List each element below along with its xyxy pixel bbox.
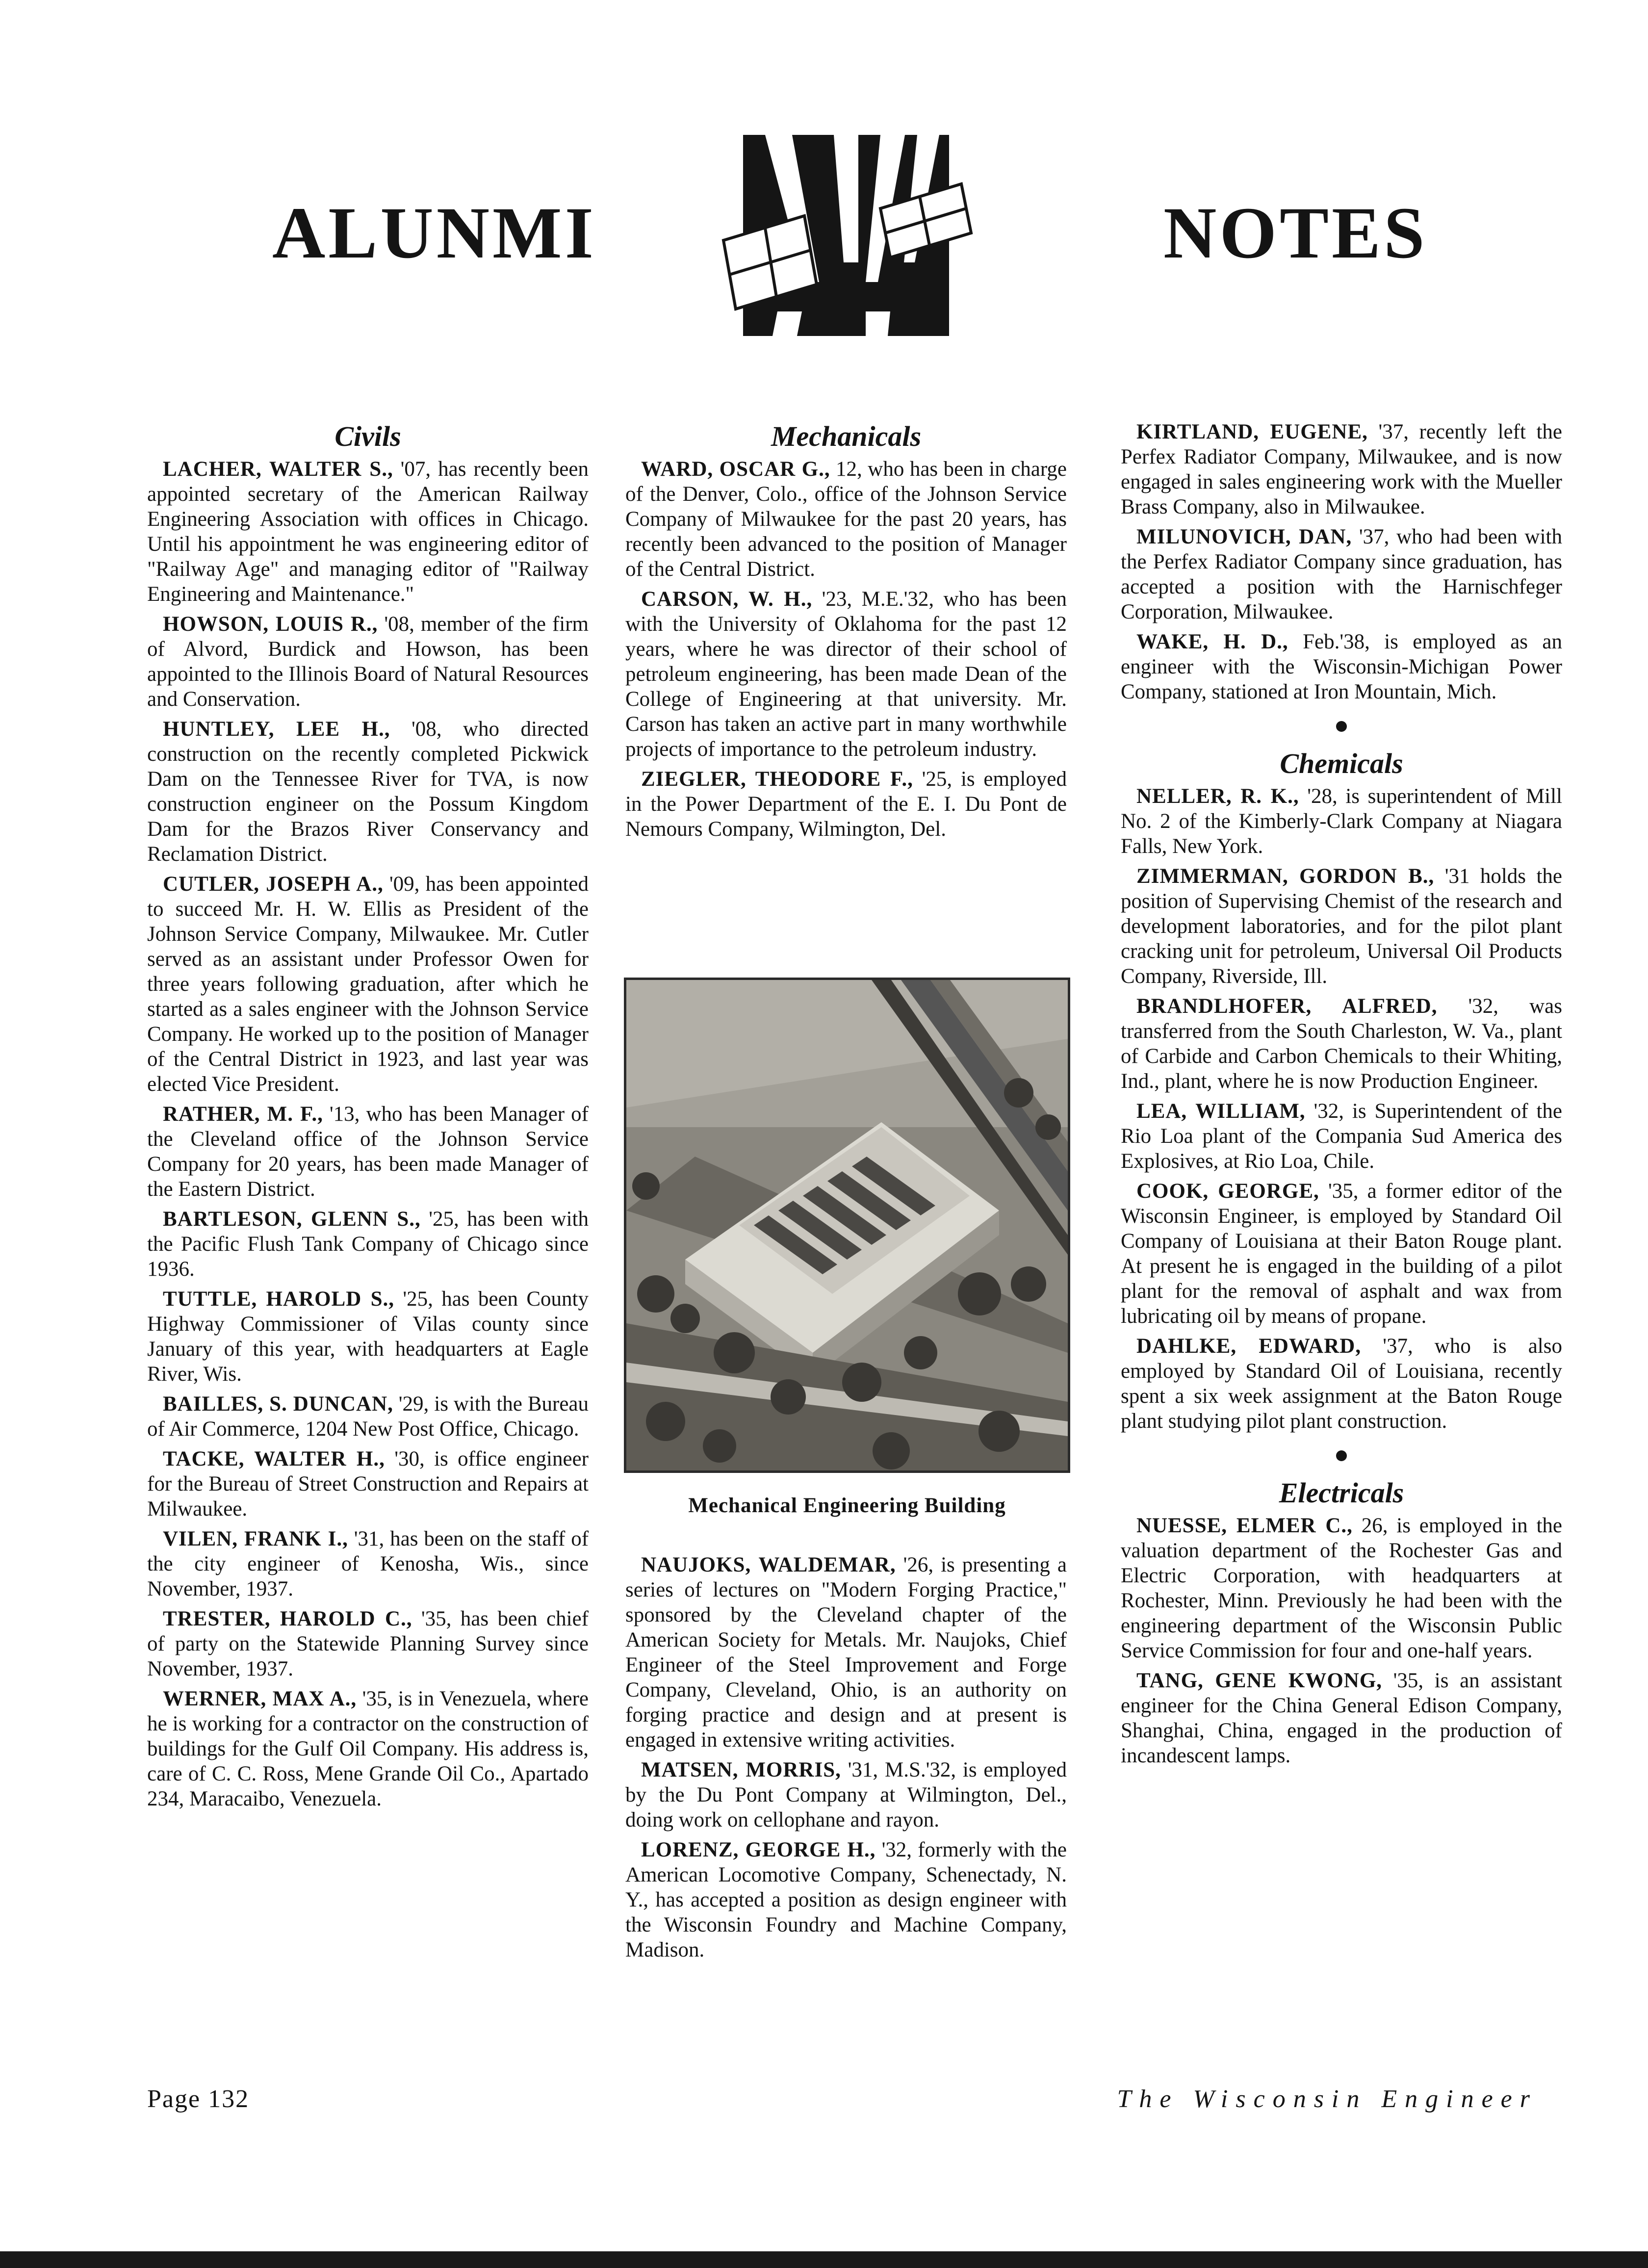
alumni-entry: [147, 1102, 589, 1202]
alumni-entry: [625, 587, 1067, 762]
entry-text: '32, formerly with the American Locomotive Company, Schenectady, N. Y., has accepted a position as design engineer with the Wisconsin Foundry and Machine Company, Madison.: [625, 1838, 1067, 1961]
entry-text: '28, is superintendent of Mill No. 2 of the Kimberly-Clark Company at Niagara Falls, New York.: [1121, 785, 1562, 858]
entry-text: '32, was transferred from the South Charleston, W. Va., plant of Carbide and Carbon Chemicals to their Whiting, Ind., plant, where he is now Production Engineer.: [1121, 995, 1562, 1093]
entry-text: '08, who directed construction on the recently completed Pickwick Dam on the Tennessee River for TVA, is now construction engineer on the Possum Kingdom Dam for the Brazos River Conservancy and Reclamation District.: [147, 718, 589, 866]
entry-text: '08, member of the firm of Alvord, Burdick and Howson, has been appointed to the Illinois Board of Natural Resources and Conservation.: [147, 613, 589, 711]
entry-name: TUTTLE, HAROLD S.,: [163, 1288, 395, 1311]
alumni-entry: [625, 1757, 1067, 1832]
alumni-entry: [147, 1526, 589, 1601]
alumni-entry: [625, 1837, 1067, 1962]
bottom-edge-bar: [0, 2251, 1648, 2268]
w-wisconsin-engineer-logo-icon: [719, 135, 974, 336]
entry-text: '31, has been on the staff of the city engineer of Kenosha, Wis., since November, 1937.: [147, 1527, 589, 1600]
entry-text: '25, is employed in the Power Department of the E. I. Du Pont de Nemours Company, Wilmington, Del.: [625, 768, 1067, 841]
alumni-entry: [147, 1446, 589, 1521]
entry-name: MATSEN, MORRIS,: [641, 1758, 841, 1781]
magazine-title: The Wisconsin Engineer: [1117, 2085, 1538, 2113]
civils-column: [147, 419, 589, 1816]
entry-name: LORENZ, GEORGE H.,: [641, 1838, 876, 1861]
entry-name: WARD, OSCAR G.,: [641, 458, 830, 481]
alumni-entry: [1121, 1334, 1562, 1434]
alumni-entry: [625, 767, 1067, 842]
section-title-electricals: Electricals: [1279, 1477, 1404, 1509]
alumni-entry: [1121, 994, 1562, 1094]
entry-text: '09, has been appointed to succeed Mr. H. W. Ellis as President of the Johnson Service Company, Milwaukee. Mr. Cutler served as an assistant under Professor Owen for three years following graduation, after which he started as a sales engineer with the Johnson Service Company. He worked up to the position of Manager of the Central District in 1923, and last year was elected Vice President.: [147, 873, 589, 1096]
section-title-mechanicals: Mechanicals: [771, 420, 922, 452]
entry-text: '37, recently left the Perfex Radiator Company, Milwaukee, and is now engaged in sales engineering work with the Mueller Brass Company, also in Milwaukee.: [1121, 420, 1562, 518]
entry-name: BARTLESON, GLENN S.,: [163, 1208, 421, 1231]
header-word-notes: NOTES: [1163, 192, 1428, 274]
alumni-entry: [147, 1207, 589, 1282]
alumni-entry: [147, 1606, 589, 1681]
entry-name: TANG, GENE KWONG,: [1136, 1669, 1383, 1692]
photo-caption: Mechanical Engineering Building: [688, 1494, 1006, 1517]
entry-text: '31, M.S.'32, is employed by the Du Pont Company at Wilmington, Del., doing work on cellophane and rayon.: [625, 1758, 1067, 1831]
alumni-entry: [1121, 1179, 1562, 1329]
alumni-entry: [147, 1392, 589, 1442]
entry-name: MILUNOVICH, DAN,: [1136, 525, 1352, 548]
alumni-entry: [1121, 784, 1562, 859]
entry-text: '37, who had been with the Perfex Radiator Company since graduation, has accepted a position with the Harnischfeger Corporation, Milwaukee.: [1121, 525, 1563, 623]
entry-text: Feb.'38, is employed as an engineer with the Wisconsin-Michigan Power Company, stationed at Iron Mountain, Mich.: [1121, 630, 1562, 703]
entry-name: CUTLER, JOSEPH A.,: [163, 873, 384, 896]
alumni-entry: [147, 1287, 589, 1387]
alumni-entry: [625, 457, 1067, 582]
entry-name: COOK, GEORGE,: [1136, 1180, 1319, 1203]
entry-name: NUESSE, ELMER C.,: [1136, 1514, 1353, 1537]
entry-text: '35, is an assistant engineer for the China General Edison Company, Shanghai, China, engaged in the production of incandescent lamps.: [1121, 1669, 1562, 1767]
entry-name: WERNER, MAX A.,: [163, 1687, 357, 1710]
entry-text: '07, has recently been appointed secretary of the American Railway Engineering Association with offices in Chicago. Until his appointment he was engineering editor of "Railway Age" and managing editor of "Railway Engineering and Maintenance.": [147, 458, 589, 606]
entry-name: DAHLKE, EDWARD,: [1136, 1335, 1362, 1358]
entry-text: '31 holds the position of Supervising Chemist of the research and development laboratories, and for the pilot plant cracking unit for petroleum, Universal Oil Products Company, Riverside, Ill.: [1121, 865, 1562, 988]
entry-text: 12, who has been in charge of the Denver, Colo., office of the Johnson Service Company of Milwaukee for the past 20 years, has recently been advanced to the position of Manager of the Central District.: [625, 458, 1067, 581]
alumni-entry: [1121, 1668, 1562, 1768]
entry-text: '25, has been County Highway Commissioner of Vilas county since January of this year, with headquarters at Eagle River, Wis.: [147, 1288, 589, 1386]
entry-text: '35, has been chief of party on the Statewide Planning Survey since November, 1937.: [147, 1607, 589, 1680]
entry-text: '26, is presenting a series of lectures on "Modern Forging Practice," sponsored by the Cleveland chapter of the American Society for Metals. Mr. Naujoks, Chief Engineer of the Steel Improvement and Forge Company, Cleveland, Ohio, is an authority on forging practice and design and at present is engaged in extensive writing activities.: [625, 1553, 1067, 1752]
aerial-building-illustration: [626, 980, 1068, 1470]
alumni-entry: [1121, 1513, 1562, 1663]
entry-name: HUNTLEY, LEE H.,: [163, 718, 390, 741]
entry-name: VILEN, FRANK I.,: [163, 1527, 348, 1550]
alumni-entry: [1121, 524, 1562, 624]
entry-name: TACKE, WALTER H.,: [163, 1447, 385, 1470]
entry-text: '23, M.E.'32, who has been with the University of Oklahoma for the past 12 years, where he was director of their school of petroleum engineering, has been made Dean of the College of Engineering at that university. Mr. Carson has taken an active part in many worthwhile projects of importance to the petroleum industry.: [625, 588, 1067, 761]
mechanicals-column-continued: [625, 1552, 1067, 1967]
section-divider-bullet: [1336, 1450, 1347, 1461]
section-divider-bullet: [1336, 721, 1347, 732]
entry-text: 26, is employed in the valuation department of the Rochester Gas and Electric Corporation, with headquarters at Rochester, Minn. Previously he had been with the engineering department of the Wisconsin Public Service Commission for four and one-half years.: [1121, 1514, 1562, 1662]
entry-name: CARSON, W. H.,: [641, 588, 813, 611]
section-title-civils: Civils: [335, 420, 401, 452]
mechanicals-column: [625, 419, 1067, 847]
alumni-entry: [147, 717, 589, 867]
entry-text: '30, is office engineer for the Bureau of Street Construction and Repairs at Milwaukee.: [147, 1447, 589, 1521]
header-word-alumni: ALUNMI: [272, 192, 596, 274]
entry-name: BRANDLHOFER, ALFRED,: [1136, 995, 1438, 1018]
entry-name: ZIMMERMAN, GORDON B.,: [1136, 865, 1435, 888]
alumni-entry: [1121, 629, 1562, 704]
alumni-entry: [1121, 419, 1562, 519]
alumni-entry: [1121, 1099, 1562, 1174]
alumni-entry: [147, 1686, 589, 1811]
entry-text: '29, is with the Bureau of Air Commerce, 1204 New Post Office, Chicago.: [147, 1392, 589, 1441]
alumni-entry: [147, 612, 589, 712]
entry-text: '25, has been with the Pacific Flush Tank Company of Chicago since 1936.: [147, 1208, 589, 1281]
entry-text: '32, is Superintendent of the Rio Loa plant of the Compania Sud America des Explosives, at Rio Loa, Chile.: [1121, 1100, 1562, 1173]
entry-text: '35, is in Venezuela, where he is working for a contractor on the construction of buildings for the Gulf Oil Company. His address is, care of C. C. Ross, Mene Grande Oil Co., Apartado 234, Maracaibo, Venezuela.: [147, 1687, 589, 1810]
entry-name: NELLER, R. K.,: [1136, 785, 1299, 808]
entry-name: RATHER, M. F.,: [163, 1103, 323, 1126]
page-number: Page 132: [147, 2085, 250, 2113]
right-column: [1121, 419, 1562, 1773]
entry-name: ZIEGLER, THEODORE F.,: [641, 768, 913, 791]
entry-name: WAKE, H. D.,: [1136, 630, 1288, 653]
entry-name: KIRTLAND, EUGENE,: [1136, 420, 1368, 443]
alumni-entry: [147, 457, 589, 607]
entry-name: HOWSON, LOUIS R.,: [163, 613, 378, 636]
entry-text: '37, who is also employed by Standard Oil of Louisiana, recently spent a six week assignment at the Baton Rouge plant studying pilot plant construction.: [1121, 1335, 1562, 1433]
entry-name: BAILLES, S. DUNCAN,: [163, 1392, 393, 1416]
entry-name: TRESTER, HAROLD C.,: [163, 1607, 412, 1630]
section-title-chemicals: Chemicals: [1280, 747, 1403, 779]
entry-text: '35, a former editor of the Wisconsin Engineer, is employed by Standard Oil Company of Louisiana at their Baton Rouge plant. At present he is engaged in the building of a pilot plant for the removal of asphalt and wax from lubricating oil by means of propane.: [1121, 1180, 1562, 1328]
mechanical-engineering-building-photo: [624, 978, 1070, 1473]
alumni-entry: [1121, 864, 1562, 989]
entry-name: LEA, WILLIAM,: [1136, 1100, 1306, 1123]
entry-name: LACHER, WALTER S.,: [163, 458, 393, 481]
entry-name: NAUJOKS, WALDEMAR,: [641, 1553, 896, 1576]
alumni-entry: [147, 872, 589, 1097]
entry-text: '13, who has been Manager of the Cleveland office of the Johnson Service Company for 20 years, has been made Manager of the Eastern District.: [147, 1103, 589, 1201]
alumni-entry: [625, 1552, 1067, 1753]
